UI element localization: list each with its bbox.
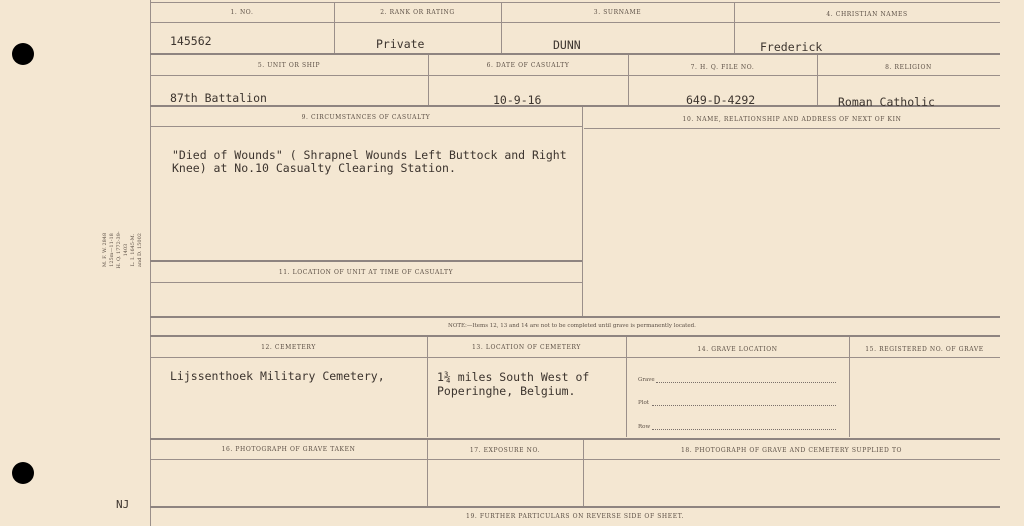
initials: NJ — [116, 498, 130, 511]
photo-taken-label: 16. PHOTOGRAPH OF GRAVE TAKEN — [221, 446, 356, 453]
grave-location-label: 14. GRAVE LOCATION — [697, 346, 778, 353]
note-text: NOTE:—Items 12, 13 and 14 are not to be completed until grave is permanently located. — [448, 323, 696, 329]
location-cemetery-value: 1¾ miles South West of Poperinghe, Belgium. — [437, 370, 590, 398]
no-label: 1. NO. — [230, 9, 254, 16]
religion-value: Roman Catholic — [838, 95, 935, 109]
form-number: M. F. W. 2848 125m—11-18 H. Q. 1772-39-1403 L. I. 1645-M. and D. 15002 — [102, 231, 143, 269]
hq-label: 7. H. Q. FILE NO. — [690, 64, 755, 71]
rank-value: Private — [376, 37, 425, 51]
christian-label: 4. CHRISTIAN NAMES — [826, 11, 908, 18]
photo-supplied-label: 18. PHOTOGRAPH OF GRAVE AND CEMETERY SUPPLIED TO — [680, 447, 903, 454]
cemetery-value: Lijssenthoek Military Cemetery, — [170, 369, 385, 383]
grave-label: Grave — [638, 377, 655, 383]
date-label: 6. DATE OF CASUALTY — [486, 62, 570, 69]
hq-value: 649-D-4292 — [686, 93, 756, 107]
christian-value: Frederick — [760, 40, 823, 54]
location-unit-label: 11. LOCATION OF UNIT AT TIME OF CASUALTY — [278, 269, 454, 276]
surname-label: 3. SURNAME — [593, 9, 642, 16]
plot-label: Plot — [638, 400, 649, 406]
date-value: 10-9-16 — [493, 93, 542, 107]
circumstances-value: "Died of Wounds" ( Shrapnel Wounds Left Buttock and Right Knee) at No.10 Casualty Clearing Station. — [172, 148, 567, 175]
no-value: 145562 — [170, 34, 212, 48]
cemetery-label: 12. CEMETERY — [261, 344, 316, 351]
religion-label: 8. RELIGION — [885, 64, 932, 71]
unit-value: 87th Battalion — [170, 91, 267, 105]
row-label: Row — [638, 424, 651, 430]
next-of-kin-label: 10. NAME, RELATIONSHIP AND ADDRESS OF NEXT OF KIN — [682, 116, 902, 123]
punch-hole — [12, 43, 34, 65]
unit-label: 5. UNIT OR SHIP — [257, 62, 321, 69]
exposure-label: 17. EXPOSURE NO. — [469, 447, 541, 454]
further-particulars: 19. FURTHER PARTICULARS ON REVERSE SIDE OF SHEET. — [466, 513, 684, 520]
punch-hole — [12, 462, 34, 484]
rank-label: 2. RANK OR RATING — [380, 9, 455, 16]
circumstances-label: 9. CIRCUMSTANCES OF CASUALTY — [301, 114, 431, 121]
surname-value: DUNN — [553, 38, 581, 52]
location-cemetery-label: 13. LOCATION OF CEMETERY — [472, 344, 581, 351]
registered-label: 15. REGISTERED NO. OF GRAVE — [865, 346, 984, 353]
